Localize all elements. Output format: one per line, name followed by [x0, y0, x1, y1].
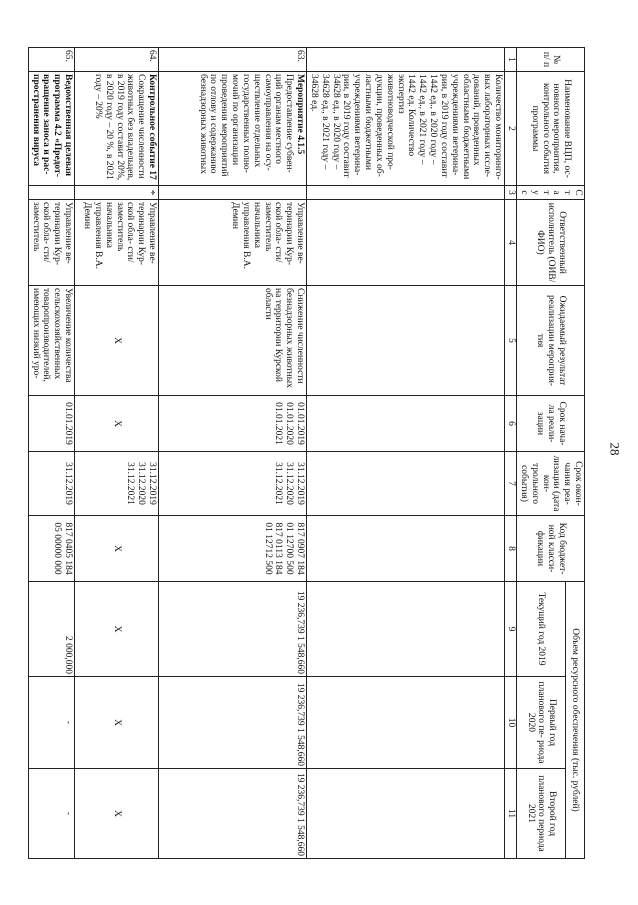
row-status: *: [75, 186, 159, 200]
column-number: 2: [505, 72, 517, 186]
row-name: [28, 72, 74, 186]
row-value-2021: Х: [75, 769, 159, 859]
rotated-table-container: [30, 47, 585, 858]
program-table: [28, 47, 585, 859]
row-name-text: Предоставление субвен- ций органам местного самоуправления на осу- ществление отдельных государственных полно- мочий по организации проведения мероприятий по отлову и содержанию безнадзорных животных: [197, 74, 295, 177]
column-number: 10: [505, 677, 517, 769]
row-start: 01.01.2019 01.01.2020 01.01.2021: [159, 396, 307, 452]
row-result: Х: [75, 286, 159, 396]
header-executor: Ответственный исполнитель (ОИВ/ФИО): [517, 200, 585, 286]
row-start: Х: [75, 396, 159, 452]
row-name-bold: Мероприятие 4.1.5: [295, 74, 306, 155]
row-executor: Управление ве- теринарии Кур- ской обла- сти/заместитель начальника управления В.А. Демин: [75, 200, 159, 286]
row-name-text: Количество мониторинго- вых лабораторных иссле- дований, проведенных областными бюджетными учреждениями ветерина- рии, в 2019 году составит 1442 ед., в 2020 году – 1442 ед., в 2021 году – 1442 ед. Количество экспертиз животноводческой про- дукции, проведенных об- ластными бюджетными учреждениями ветерина- рии, в 2019 году составит 34628 ед., в 2020 году – 34628 ед., в 2021 году – 34628 ед.: [308, 74, 504, 180]
row-value-2019: [307, 582, 505, 677]
header-result: Ожидаемый результат реализации мероприя- тия: [517, 286, 585, 396]
table-row: [75, 48, 159, 859]
row-value-2019: 19 236,739 1 548,660: [159, 582, 307, 677]
row-value-2021: -: [28, 769, 74, 859]
header-budget-code: Код бюджет- ной класси- фикации: [517, 516, 585, 582]
column-number: 7: [505, 452, 517, 516]
row-status: [159, 186, 307, 200]
header-name: Наименование ВЦП, ос- новного мероприятия, контрольного события программы: [517, 72, 585, 186]
row-budget-code: Х: [75, 516, 159, 582]
row-budget-code: 817 0907 184 01 12700 500 817 0113 184 01 12712 500: [159, 516, 307, 582]
column-number: 5: [505, 286, 517, 396]
header-status: С т а т у с: [517, 186, 585, 200]
page-number: 28: [607, 442, 623, 456]
row-num: 64.: [75, 48, 159, 72]
row-name: [159, 72, 307, 186]
row-value-2020: 19 236,739 1 548,660: [159, 677, 307, 769]
row-name-bold: Контрольное событие 17: [147, 74, 158, 180]
row-status: [307, 186, 505, 200]
header-funding: Объем ресурсного обеспечения (тыс. рублей): [565, 582, 584, 859]
row-result: Увеличение количества сельскохозяйственных товаропроизводителей, имеющих низкий уро-: [28, 286, 74, 396]
header-year-2020: Первый год планового пе- риода 2020: [517, 677, 566, 769]
row-value-2021: 19 236,739 1 548,660: [159, 769, 307, 859]
row-end: 31.12.2019 31.12.2020 31.12.2021: [75, 452, 159, 516]
row-start: [307, 396, 505, 452]
column-number: 8: [505, 516, 517, 582]
header-year-2019: Текущий год 2019: [517, 582, 566, 677]
column-number: 3: [505, 186, 517, 200]
table-row: [307, 48, 505, 859]
header-end: Срок окон- чания реа- лизации (дата кон- трольного события): [517, 452, 585, 516]
row-end: 31.12.2019: [28, 452, 74, 516]
row-value-2019: 2 000,000: [28, 582, 74, 677]
row-name: [307, 72, 505, 186]
table-row: [28, 48, 74, 859]
row-budget-code: [307, 516, 505, 582]
table-row: [159, 48, 307, 859]
row-end: 31.12.2019 31.12.2020 31.12.2021: [159, 452, 307, 516]
header-num: № п/ п: [517, 48, 585, 72]
column-number: 9: [505, 582, 517, 677]
row-end: [307, 452, 505, 516]
row-value-2020: [307, 677, 505, 769]
row-num: [307, 48, 505, 72]
row-num: 65.: [28, 48, 74, 72]
row-name-bold: Ведомственная целевая программа 4.2 «Предот- вращение заноса и рас- пространения вируса: [30, 74, 74, 177]
row-executor: Управление ве- теринарии Кур- ской обла- сти/заместитель: [28, 200, 74, 286]
column-number: 1: [505, 48, 517, 72]
column-number-row: [505, 48, 517, 859]
row-value-2020: -: [28, 677, 74, 769]
header-row-1: [565, 48, 584, 859]
row-num: 63.: [159, 48, 307, 72]
row-status: [28, 186, 74, 200]
row-executor: [307, 200, 505, 286]
header-year-2021: Второй год планового периода 2021: [517, 769, 566, 859]
row-name-text: Сокращение численности животных без владельцев, в 2019 году составит 20%, в 2020 году – 20 %, в 2021 году – 20%: [92, 74, 147, 181]
row-value-2021: [307, 769, 505, 859]
column-number: 4: [505, 200, 517, 286]
row-executor: Управление ве- теринарии Кур- ской обла- сти/заместитель начальника управления В.А. Демин: [159, 200, 307, 286]
row-result: Снижение численности безнадзорных животных на территории Курской области: [159, 286, 307, 396]
row-budget-code: 817 0405 184 05 00000 000: [28, 516, 74, 582]
row-start: 01.01.2019: [28, 396, 74, 452]
row-value-2020: Х: [75, 677, 159, 769]
row-value-2019: Х: [75, 582, 159, 677]
row-result: [307, 286, 505, 396]
column-number: 11: [505, 769, 517, 859]
column-number: 6: [505, 396, 517, 452]
row-name: [75, 72, 159, 186]
header-start: Срок нача- ла реали- зации: [517, 396, 585, 452]
